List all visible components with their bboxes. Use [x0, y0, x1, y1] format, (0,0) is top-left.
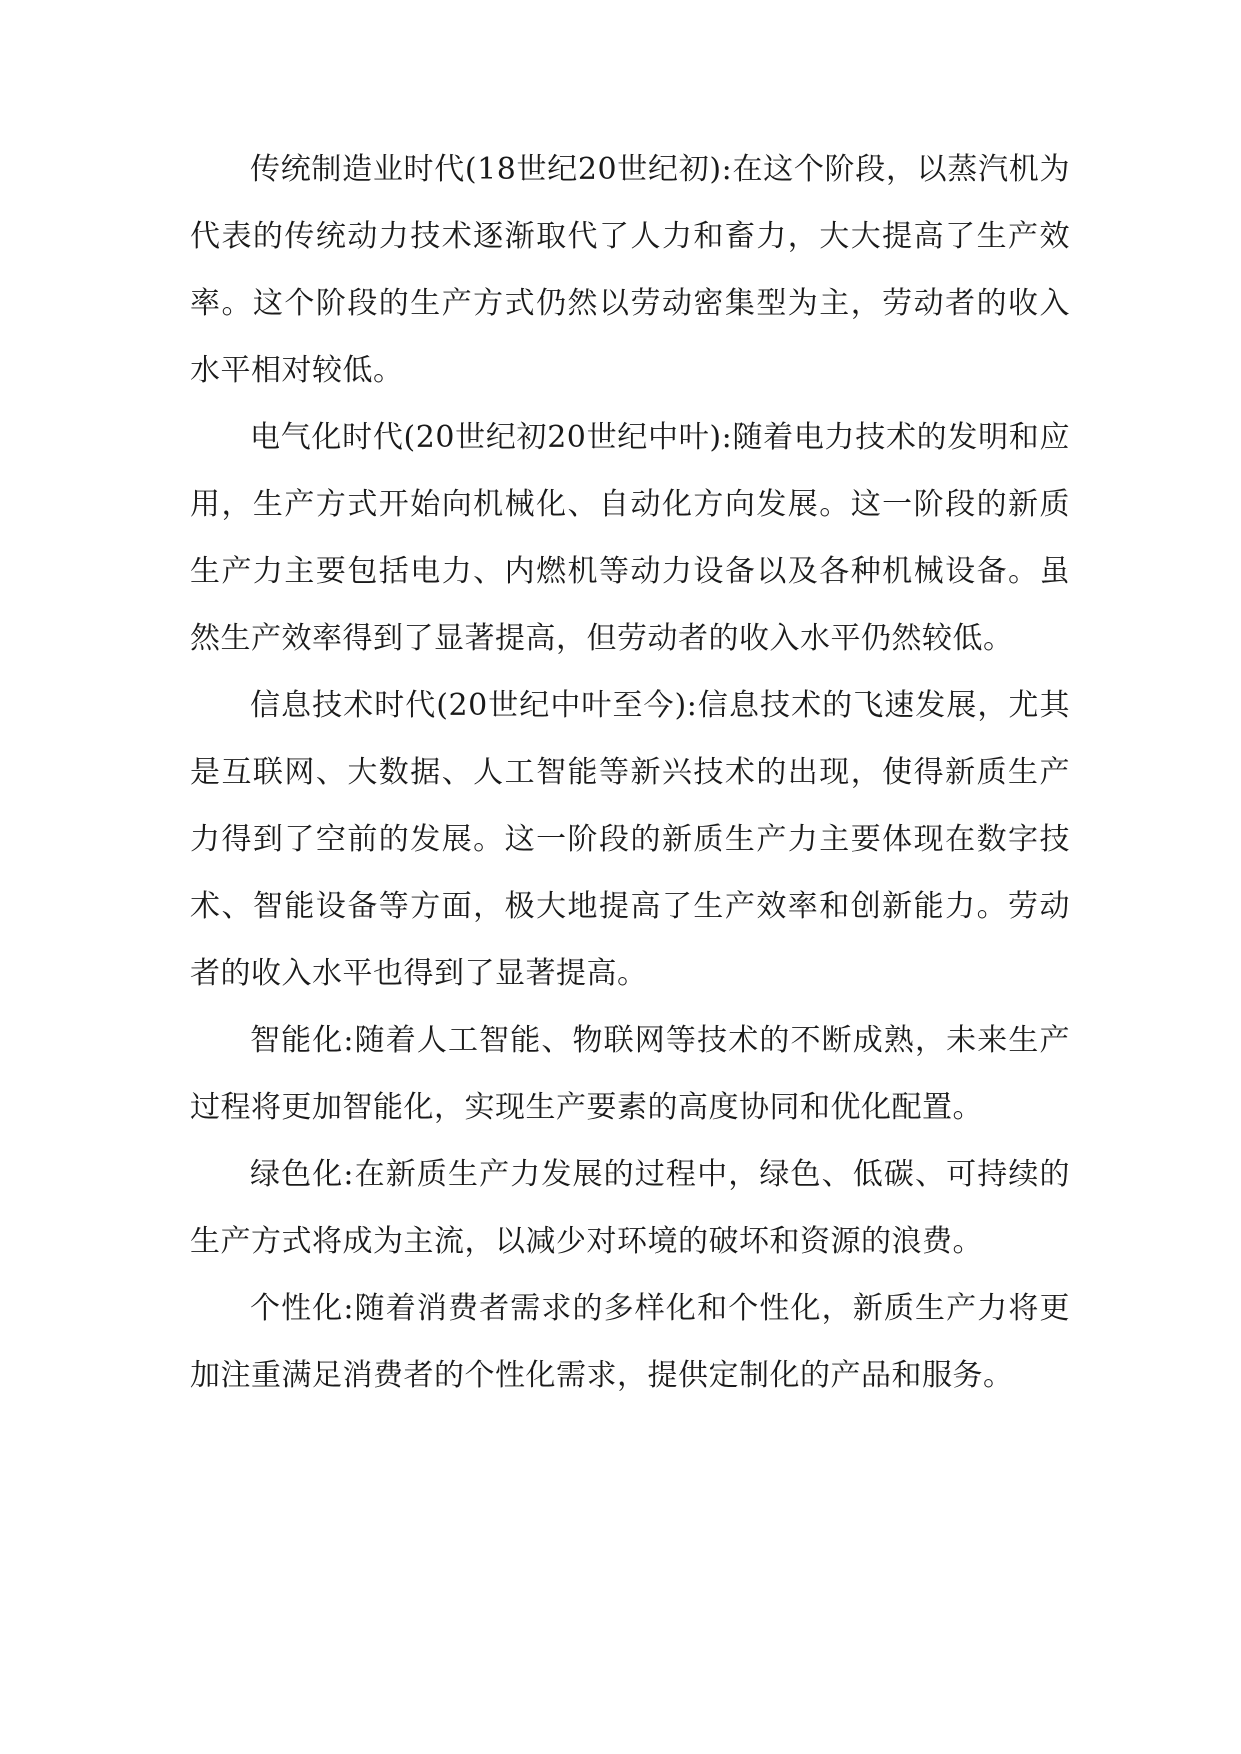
- document-body: [190, 136, 1070, 1409]
- paragraph-electrification-era: 电气化时代(20世纪初20世纪中叶):随着电力技术的发明和应用，生产方式开始向机械化、自动化方向发展。这一阶段的新质生产力主要包括电力、内燃机等动力设备以及各种机械设备。虽然生产效率得到了显著提高，但劳动者的收入水平仍然较低。: [190, 420, 1070, 656]
- paragraph-greenization: 绿色化:在新质生产力发展的过程中，绿色、低碳、可持续的生产方式将成为主流，以减少对环境的破坏和资源的浪费。: [190, 1157, 1070, 1259]
- paragraph-intelligentization: 智能化:随着人工智能、物联网等技术的不断成熟，未来生产过程将更加智能化，实现生产要素的高度协同和优化配置。: [190, 1023, 1070, 1125]
- paragraph-information-technology-era: 信息技术时代(20世纪中叶至今):信息技术的飞速发展，尤其是互联网、大数据、人工智能等新兴技术的出现，使得新质生产力得到了空前的发展。这一阶段的新质生产力主要体现在数字技术、智能设备等方面，极大地提高了生产效率和创新能力。劳动者的收入水平也得到了显著提高。: [190, 688, 1070, 991]
- paragraph-personalization: 个性化:随着消费者需求的多样化和个性化，新质生产力将更加注重满足消费者的个性化需求，提供定制化的产品和服务。: [190, 1291, 1070, 1393]
- paragraph-traditional-manufacturing-era: 传统制造业时代(18世纪20世纪初):在这个阶段，以蒸汽机为代表的传统动力技术逐渐取代了人力和畜力，大大提高了生产效率。这个阶段的生产方式仍然以劳动密集型为主，劳动者的收入水平相对较低。: [190, 152, 1070, 388]
